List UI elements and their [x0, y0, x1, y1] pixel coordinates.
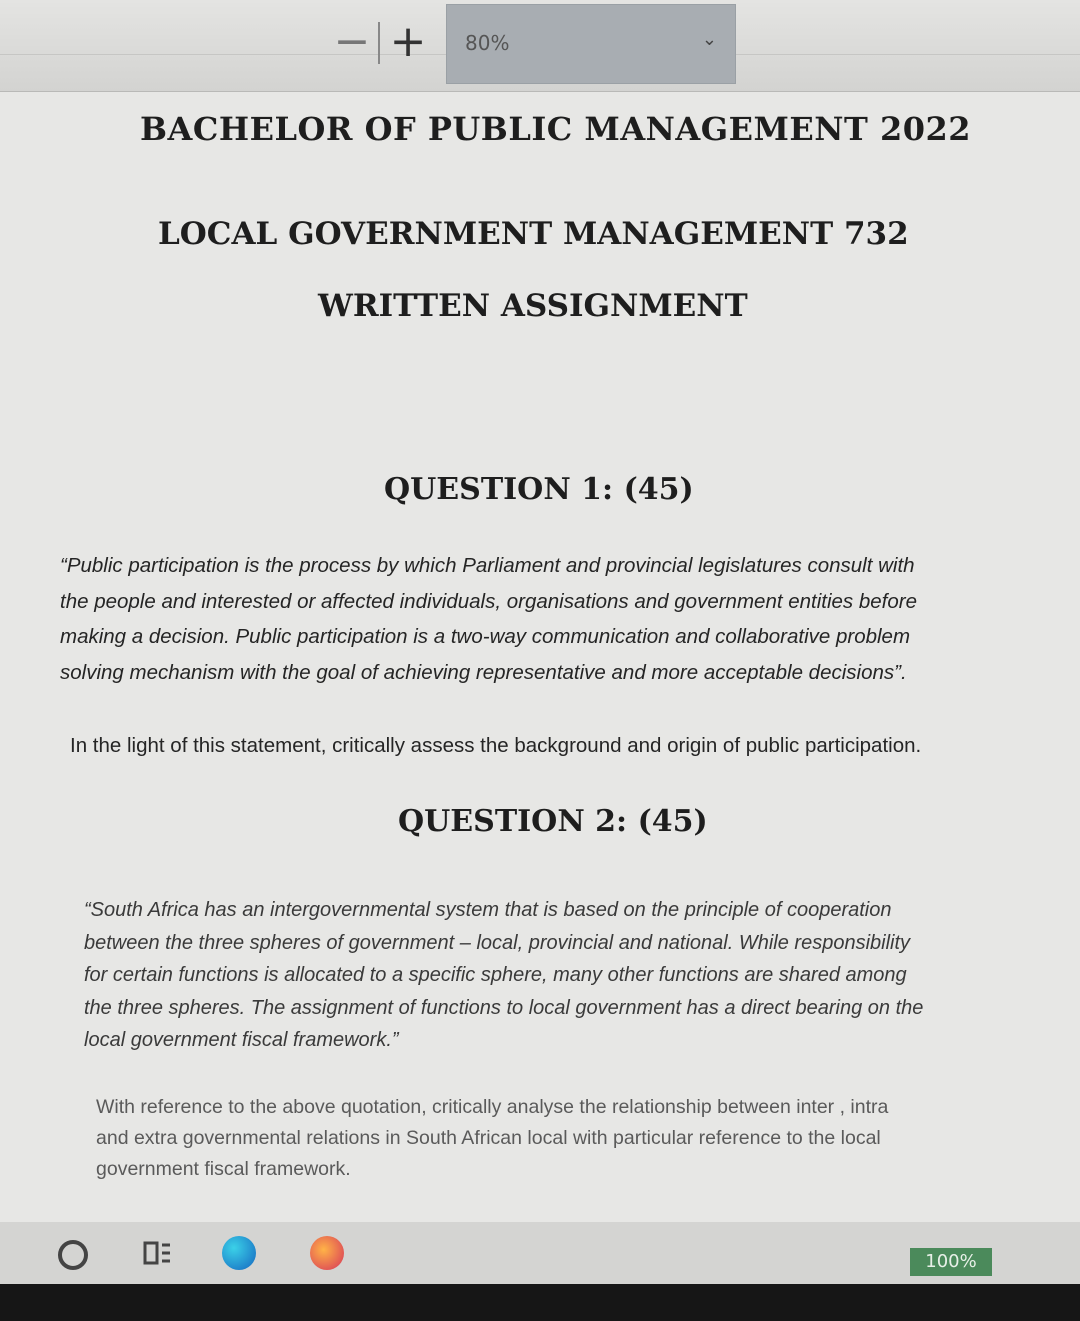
question-1-heading: QUESTION 1: (45): [384, 472, 694, 507]
zoom-out-button[interactable]: −: [333, 16, 371, 67]
zoom-level-value: 80%: [465, 31, 510, 55]
question-1-instruction: In the light of this statement, critically assess the background and origin of public participation.: [70, 734, 922, 757]
task-view-icon[interactable]: [140, 1236, 174, 1270]
question-2-quote: “South Africa has an intergovernmental system that is based on the principle of cooperation between the three spheres of government – local, provincial and national. While responsibility for certain functions is allocated to a specific sphere, many other functions are shared among the three spheres. The assignment of functions to local government has a direct bearing on the local government fiscal framework.”: [84, 899, 924, 1051]
pdf-toolbar: [0, 0, 1080, 92]
question-2-instruction: With reference to the above quotation, critically analyse the relationship between inter , intra and extra governmental relations in South African local with particular reference to the local government fiscal framework.: [96, 1096, 889, 1180]
document-title: BACHELOR OF PUBLIC MANAGEMENT 2022: [140, 110, 972, 148]
module-title: LOCAL GOVERNMENT MANAGEMENT 732: [158, 216, 909, 252]
firefox-browser-icon[interactable]: [310, 1236, 344, 1270]
start-circle-icon[interactable]: [58, 1240, 88, 1270]
question-1-quote: “Public participation is the process by which Parliament and provincial legislatures consult with the people and interested or affected individuals, organisations and government entities before making a decision. Public participation is a two-way communication and collaborative problem solving mechanism with the goal of achieving representative and more acceptable decisions”.: [60, 554, 918, 684]
screen-bezel: [0, 1284, 1080, 1321]
zoom-level-dropdown[interactable]: [446, 4, 736, 84]
question-2-heading: QUESTION 2: (45): [398, 804, 708, 839]
edge-browser-icon[interactable]: [222, 1236, 256, 1270]
document-page: [0, 92, 1080, 1222]
zoom-separator: [378, 22, 380, 64]
battery-indicator: 100%: [910, 1248, 992, 1276]
assignment-title: WRITTEN ASSIGNMENT: [318, 288, 748, 324]
zoom-in-button[interactable]: +: [389, 16, 427, 67]
chevron-down-icon: ⌄: [701, 29, 717, 49]
